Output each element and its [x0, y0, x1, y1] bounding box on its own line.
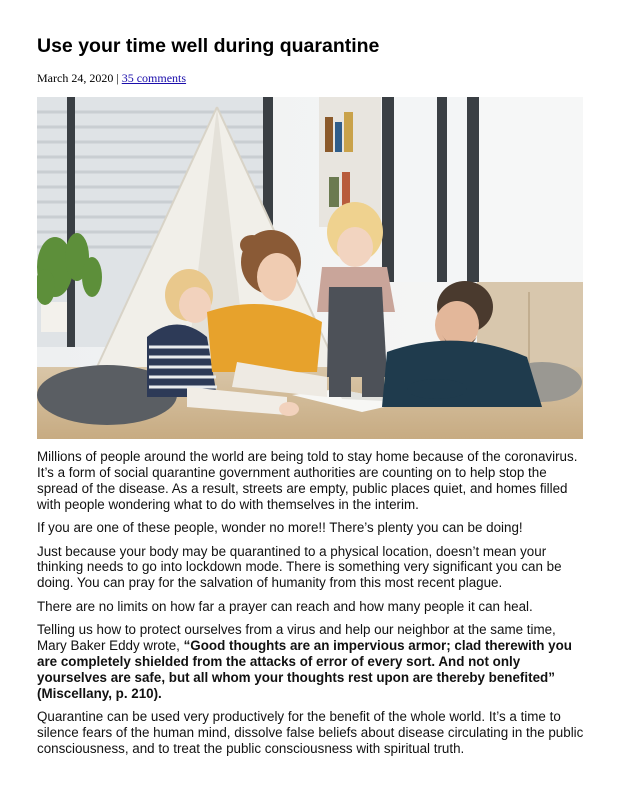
photo-illustration	[37, 97, 583, 439]
comments-link[interactable]: 35 comments	[121, 71, 187, 85]
article-meta	[37, 71, 186, 86]
paragraph: Quarantine can be used very productively for the benefit of the whole world. It’s a time to silence fears of the human mind, dissolve false beliefs about disease circulating in the public consciousness, and to treat the public consciousness with spiritual truth.	[37, 709, 584, 756]
meta-separator: |	[113, 71, 122, 85]
article-title: Use your time well during quarantine	[37, 35, 380, 57]
paragraph: If you are one of these people, wonder no more!! There’s plenty you can be doing!	[37, 520, 523, 536]
paragraph: Millions of people around the world are being told to stay home because of the coronavirus. It’s a form of social quarantine government authorities are counting on to help stop the spread of the disease. As a result, streets are empty, public places quiet, and homes filled with people wondering what to do with themselves in the interim.	[37, 449, 578, 512]
post-date: March 24, 2020	[37, 71, 114, 85]
paragraph: Just because your body may be quarantined to a physical location, doesn’t mean your thinking needs to go into lockdown mode. There is something very significant you can be doing. You can pray for the salvation of humanity from this most recent plague.	[37, 543, 562, 591]
eddy-quote: “Good thoughts are an impervious armor; clad therewith you are completely shielded from the attacks of error of every sort. And not only yourselves are safe, but all whom your thoughts rest upon are thereby benefited” (Miscellany, p. 210).	[37, 638, 572, 701]
family-reading-photo	[37, 97, 583, 439]
article-body	[37, 449, 585, 764]
paragraph: There are no limits on how far a prayer can reach and how many people it can heal.	[37, 598, 533, 614]
quote-paragraph	[37, 622, 585, 702]
quote-intro: Telling us how to protect ourselves from a virus and help our neighbor at the same time, Mary Baker Eddy wrote,	[37, 622, 556, 654]
